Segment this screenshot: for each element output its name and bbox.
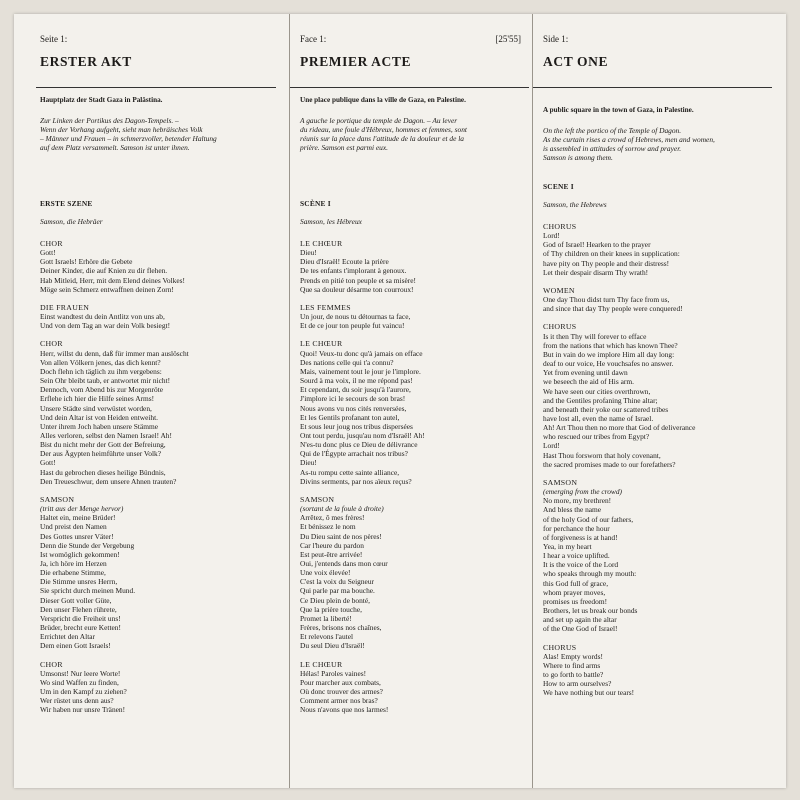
lyric-line: As-tu rompu cette sainte alliance,: [300, 467, 400, 477]
lyric-line: Verspricht die Freiheit uns!: [40, 613, 121, 623]
lyric-line: Um in den Kampf zu ziehen?: [40, 687, 127, 697]
libretto-text: [300, 239, 523, 715]
stage-note: (sortant de la foule à droite): [300, 504, 384, 514]
lyric-line: Que sa douleur désarme ton courroux!: [300, 284, 414, 294]
lyric-line: Où donc trouver des armes?: [300, 687, 383, 697]
lyric-line: Und von dem Tag an war dein Volk besiegt!: [40, 321, 171, 331]
lyric-line: Ist womöglich gekommen!: [40, 549, 120, 559]
speaker-name: LES FEMMES: [300, 302, 351, 312]
lyric-line: deaf to our voice, He vouchsafes no answer.: [543, 359, 674, 369]
lyric-line: who speaks through my mouth:: [543, 569, 637, 579]
lyric-line: Und dein Altar ist von Heiden entweiht.: [40, 412, 159, 422]
lyric-line: Doch flehn ich täglich zu ihm vergebens:: [40, 366, 162, 376]
lyric-line: Lord!: [543, 231, 560, 241]
side-label: Face 1:: [300, 34, 327, 44]
lyric-line: N'es-tu donc plus ce Dieu de délivrance: [300, 440, 418, 450]
lyric-line: Wir haben nur unsre Tränen!: [40, 705, 126, 715]
lyric-line: and since that day Thy people were conquered!: [543, 304, 683, 314]
lyric-line: Yet from evening until dawn: [543, 368, 628, 378]
scene-heading: SCÈNE I: [300, 199, 331, 208]
cast-note: Samson, les Hébreux: [300, 217, 362, 226]
speaker-name: SAMSON: [300, 494, 335, 504]
lyric-line: Von allen Völkern jenes, das dich kennt?: [40, 357, 161, 367]
setting-heading: A public square in the town of Gaza, in Palestine.: [543, 106, 694, 114]
lyric-line: Pour marcher aux combats,: [300, 677, 381, 687]
lyric-line: Erflehe ich hier die Hilfe seines Arms!: [40, 394, 155, 404]
lyric-line: Wo sind Waffen zu finden,: [40, 677, 119, 687]
speaker-name: CHOR: [40, 339, 63, 349]
section-gap: [300, 486, 523, 495]
lyric-line: Un jour, de nous tu détournas ta face,: [300, 312, 411, 322]
english-column: [532, 14, 772, 788]
stage-direction: A gauche le portique du temple de Dagon. – Au lever du rideau, une foule d'Hébreux, hommes et femmes, sont réunis sur la place dans l'attitude de la douleur et de la prière. Samson est parmi eux.: [300, 116, 467, 153]
lyric-line: Die Stimme unsres Herrn,: [40, 577, 118, 587]
lyric-line: Frères, brisons nos chaînes,: [300, 623, 382, 633]
stage-note: (tritt aus der Menge hervor): [40, 504, 124, 514]
lyric-line: Einst wandtest du dein Antlitz von uns ab,: [40, 312, 165, 322]
lyric-line: Mais, vainement tout le jour je l'implore.: [300, 366, 421, 376]
lyric-line: and beneath their yoke our scattered tribes: [543, 404, 669, 414]
act-title: ERSTER AKT: [40, 54, 132, 69]
lyric-line: Bist du nicht mehr der Gott der Befreiung,: [40, 440, 166, 450]
setting-heading: Une place publique dans la ville de Gaza, en Palestine.: [300, 96, 466, 104]
lyric-line: Du Dieu saint de nos pères!: [300, 531, 382, 541]
lyric-line: Den Treueschwur, dem unsere Ahnen trauten?: [40, 476, 177, 486]
lyric-line: Hélas! Paroles vaines!: [300, 668, 367, 678]
lyric-line: Und preist den Namen: [40, 522, 107, 532]
lyric-line: Where to find arms: [543, 660, 601, 670]
lyric-line: Est peut-être arrivée!: [300, 549, 363, 559]
duration-label: [25'55]: [495, 34, 521, 44]
cast-note: Samson, die Hebräer: [40, 217, 103, 226]
section-gap: [543, 469, 766, 478]
lyric-line: Gott!: [40, 248, 56, 258]
section-gap: [300, 651, 523, 660]
lyric-line: Et cependant, du soir jusqu'à l'aurore,: [300, 385, 411, 395]
section-gap: [543, 313, 766, 322]
lyric-line: Qui parle par ma bouche.: [300, 586, 375, 596]
lyric-line: And bless the name: [543, 505, 602, 515]
lyric-line: of the One God of Israel!: [543, 624, 618, 634]
lyric-line: Dieu!: [300, 248, 317, 258]
act-title: ACT ONE: [543, 54, 609, 69]
side-label: Seite 1:: [40, 34, 68, 44]
act-title: PREMIER ACTE: [300, 54, 412, 69]
lyric-line: It is the voice of the Lord: [543, 560, 619, 570]
lyric-line: Lord!: [543, 441, 560, 451]
lyric-line: we beseech the aid of His arm.: [543, 377, 634, 387]
libretto-text: [543, 222, 766, 698]
lyric-line: Ont tout perdu, jusqu'au nom d'Israël! Ah!: [300, 430, 425, 440]
lyric-line: and set up again the altar: [543, 615, 617, 625]
lyric-line: of the holy God of our fathers,: [543, 514, 634, 524]
lyric-line: Hab Mitleid, Herr, mit dem Elend deines Volkes!: [40, 275, 185, 285]
lyric-line: Brothers, let us break our bonds: [543, 606, 638, 616]
lyric-line: Une voix élevée!: [300, 568, 351, 578]
speaker-name: SAMSON: [40, 494, 75, 504]
lyric-line: Brüder, brecht eure Ketten!: [40, 623, 121, 633]
lyric-line: Quoi! Veux-tu donc qu'à jamais on efface: [300, 348, 423, 358]
lyric-line: Möge sein Schmerz entwaffnen deinen Zorn!: [40, 284, 174, 294]
lyric-line: Errichtet den Altar: [40, 632, 95, 642]
lyric-line: Et de ce jour ton peuple fut vaincu!: [300, 321, 405, 331]
lyric-line: from the nations that which has known Thee?: [543, 340, 678, 350]
libretto-page: [14, 14, 786, 788]
lyric-line: Sourd à ma voix, il ne me répond pas!: [300, 376, 413, 386]
lyric-line: Et les Gentils profanant ton autel,: [300, 412, 400, 422]
lyric-line: Car l'heure du pardon: [300, 540, 364, 550]
title-rule: [533, 87, 772, 88]
lyric-line: Et sous leur joug nos tribus dispersées: [300, 421, 413, 431]
lyric-line: Hast du gebrochen dieses heilige Bündnis,: [40, 467, 166, 477]
lyric-line: Et bénissez le nom: [300, 522, 356, 532]
lyric-line: Sie spricht durch meinen Mund.: [40, 586, 136, 596]
stage-note: (emerging from the crowd): [543, 487, 623, 497]
lyric-line: Unter ihrem Joch haben unsere Stämme: [40, 421, 159, 431]
libretto-text: [40, 239, 270, 715]
lyric-line: who rescued our tribes from Egypt?: [543, 432, 650, 442]
lyric-line: whom prayer moves,: [543, 587, 606, 597]
lyric-line: Herr, willst du denn, daß für immer man auslöscht: [40, 348, 189, 358]
stage-direction: On the left the portico of the Temple of Dagon. As the curtain rises a crowd of Hebrews, men and women, is assembled in attitudes of sorrow and prayer. Samson is among them.: [543, 126, 715, 163]
section-gap: [40, 294, 270, 303]
lyric-line: Umsonst! Nur leere Worte!: [40, 668, 121, 678]
section-gap: [40, 651, 270, 660]
lyric-line: Promet la liberté!: [300, 613, 352, 623]
speaker-name: CHORUS: [543, 222, 577, 231]
lyric-line: for perchance the hour: [543, 523, 610, 533]
lyric-line: Deiner Kinder, die auf Knien zu dir flehen.: [40, 266, 168, 276]
scene-heading: SCENE I: [543, 182, 574, 191]
scene-heading: ERSTE SZENE: [40, 199, 93, 208]
lyric-line: Dennoch, vom Abend bis zur Morgenröte: [40, 385, 164, 395]
lyric-line: Wer rüstet uns denn aus?: [40, 696, 114, 706]
speaker-name: DIE FRAUEN: [40, 302, 90, 312]
lyric-line: Die erhabene Stimme,: [40, 568, 106, 578]
lyric-line: Alas! Empty words!: [543, 651, 603, 661]
lyric-line: Hast Thou forsworn that holy covenant,: [543, 450, 661, 460]
section-gap: [40, 486, 270, 495]
lyric-line: Dieu d'Israël! Ecoute la prière: [300, 257, 389, 267]
speaker-name: SAMSON: [543, 477, 578, 487]
lyric-line: Dem einen Gott Israels!: [40, 641, 111, 651]
lyric-line: Gott!: [40, 458, 56, 468]
section-gap: [40, 330, 270, 339]
lyric-line: Ah! Art Thou then no more that God of deliverance: [543, 423, 696, 433]
title-rule: [290, 87, 529, 88]
speaker-name: CHORUS: [543, 322, 577, 332]
lyric-line: Que la prière touche,: [300, 604, 362, 614]
lyric-line: Et relevons l'autel: [300, 632, 354, 642]
title-rule: [36, 87, 276, 88]
lyric-line: of Thy children on their knees in supplication:: [543, 249, 680, 259]
lyric-line: the sacred promises made to our forefathers?: [543, 459, 676, 469]
cast-note: Samson, the Hebrews: [543, 200, 607, 209]
lyric-line: Unsere Städte sind verwüstet worden,: [40, 403, 152, 413]
lyric-line: Yea, in my heart: [543, 542, 592, 551]
speaker-name: CHOR: [40, 659, 63, 669]
lyric-line: C'est la voix du Seigneur: [300, 577, 374, 587]
lyric-line: Let their despair disarm Thy wrath!: [543, 267, 649, 277]
lyric-line: Oui, j'entends dans mon cœur: [300, 559, 388, 568]
lyric-line: De tes enfants t'implorant à genoux.: [300, 266, 407, 276]
section-gap: [543, 277, 766, 286]
lyric-line: Comment armer nos bras?: [300, 696, 378, 706]
lyric-line: Divins serments, par nos aïeux reçus?: [300, 476, 412, 486]
lyric-line: Der aus Ägypten heimführte unser Volk?: [40, 449, 162, 459]
lyric-line: How to arm ourselves?: [543, 679, 612, 689]
lyric-line: Du seul Dieu d'Israël!: [300, 641, 365, 651]
lyric-line: this God full of grace,: [543, 578, 609, 588]
lyric-line: Gott Israels! Erhöre die Gebete: [40, 257, 133, 267]
lyric-line: J'implore ici le secours de son bras!: [300, 394, 406, 404]
lyric-line: Denn die Stunde der Vergebung: [40, 540, 135, 550]
lyric-line: Des Gottes unsrer Väter!: [40, 531, 114, 541]
speaker-name: LE CHŒUR: [300, 239, 343, 248]
stage-direction: Zur Linken der Portikus des Dagon-Tempels. – Wenn der Vorhang aufgeht, sieht man hebräisches Volk – Männer und Frauen – in schmerzvoller, betender Haltung auf dem Platz versammelt. Samson ist unter ihnen.: [40, 116, 217, 153]
lyric-line: have pity on Thy people and their distress!: [543, 258, 670, 268]
section-gap: [543, 634, 766, 643]
lyric-line: to go forth to battle?: [543, 670, 604, 680]
speaker-name: CHORUS: [543, 642, 577, 652]
lyric-line: Ce Dieu plein de bonté,: [300, 595, 370, 605]
lyric-line: Arrêtez, ô mes frères!: [300, 513, 365, 523]
lyric-line: of forgiveness is at hand!: [543, 532, 618, 542]
lyric-line: Ja, ich höre im Herzen: [40, 559, 107, 568]
lyric-line: But in vain do we implore Him all day long:: [543, 349, 675, 359]
speaker-name: CHOR: [40, 239, 63, 248]
side-label: Side 1:: [543, 34, 569, 44]
lyric-line: Nous n'avons que nos larmes!: [300, 705, 389, 715]
lyric-line: Des nations celle qui t'a connu?: [300, 357, 394, 367]
lyric-line: We have nothing but our tears!: [543, 688, 635, 698]
section-gap: [300, 330, 523, 339]
lyric-line: No more, my brethren!: [543, 496, 612, 506]
lyric-line: Prends en pitié ton peuple et sa misère!: [300, 275, 416, 285]
lyric-line: Den unser Flehen rührete,: [40, 604, 117, 614]
section-gap: [300, 294, 523, 303]
lyric-line: promises us freedom!: [543, 596, 608, 606]
speaker-name: WOMEN: [543, 285, 575, 295]
lyric-line: Nous avons vu nos cités renversées,: [300, 403, 407, 413]
german-column: [36, 14, 276, 788]
lyric-line: One day Thou didst turn Thy face from us,: [543, 295, 670, 305]
lyric-line: Qui de l'Égypte arrachait nos tribus?: [300, 449, 408, 459]
lyric-line: Dieser Gott voller Güte,: [40, 595, 112, 605]
lyric-line: and the Gentiles profaning Thine altar;: [543, 395, 658, 405]
lyric-line: Dieu!: [300, 458, 317, 468]
speaker-name: LE CHŒUR: [300, 339, 343, 349]
lyric-line: Sein Ohr bleibt taub, er antwortet mir nicht!: [40, 376, 171, 386]
setting-heading: Hauptplatz der Stadt Gaza in Palästina.: [40, 96, 163, 104]
lyric-line: have lost all, even the name of Israel.: [543, 413, 654, 423]
lyric-line: We have seen our cities overthrown,: [543, 386, 651, 396]
lyric-line: Alles verloren, selbst den Namen Israel! Ah!: [40, 430, 172, 440]
lyric-line: God of Israel! Hearken to the prayer: [543, 240, 651, 250]
french-column: [289, 14, 529, 788]
lyric-line: Haltet ein, meine Brüder!: [40, 513, 116, 523]
speaker-name: LE CHŒUR: [300, 659, 343, 669]
lyric-line: Is it then Thy will forever to efface: [543, 331, 647, 341]
lyric-line: I hear a voice uplifted.: [543, 551, 610, 561]
